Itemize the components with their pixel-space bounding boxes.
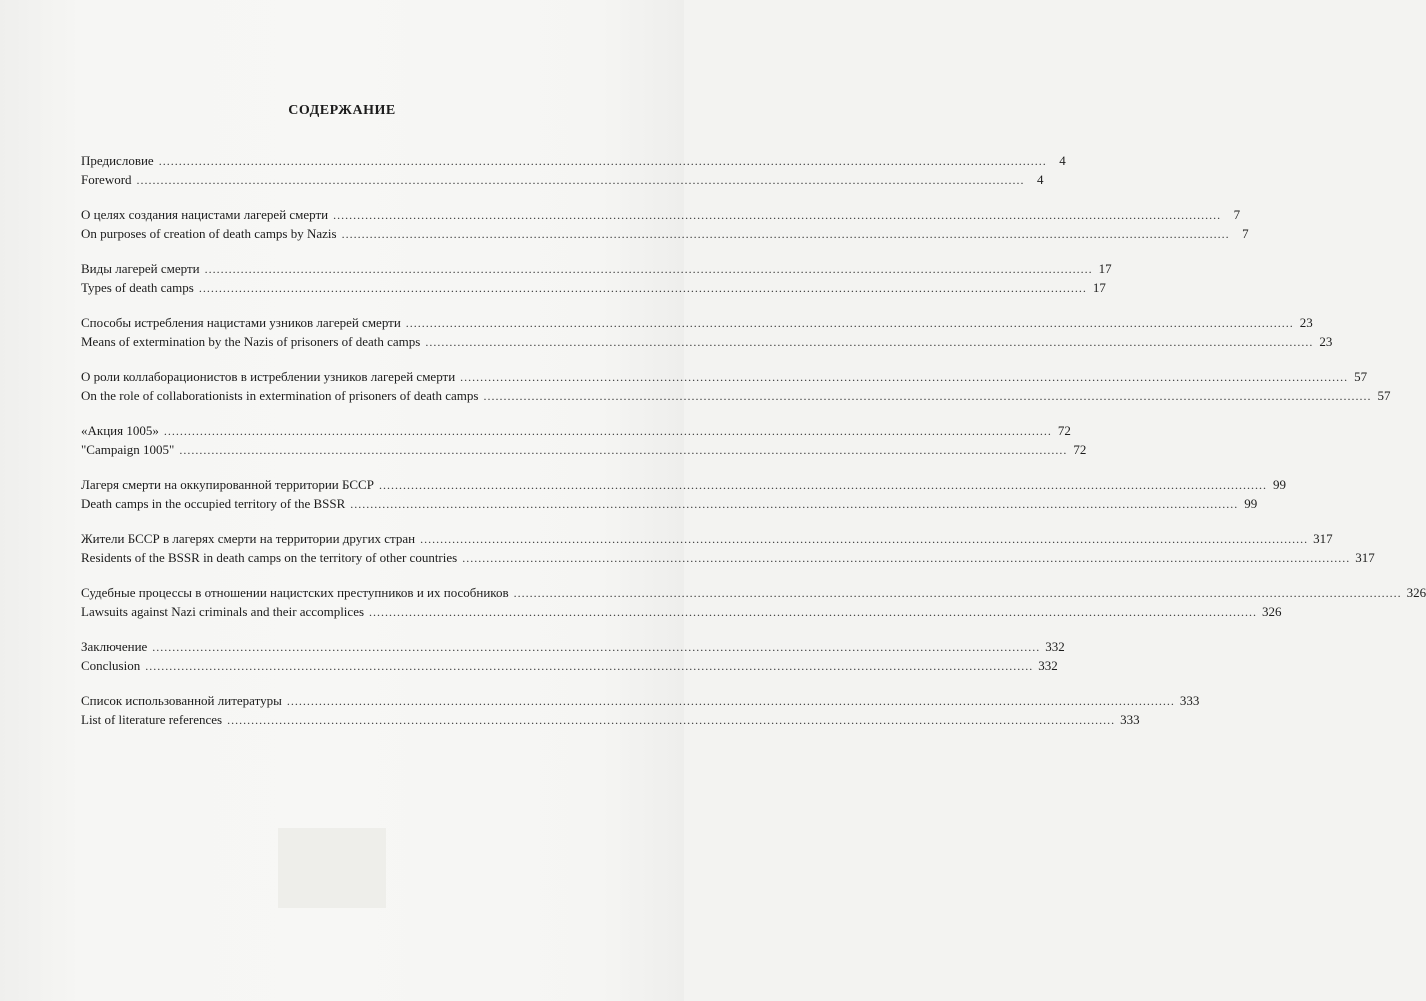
- toc-page-number: 4: [1059, 153, 1066, 168]
- toc-entry-title: Способы истребления нацистами узников лагерей смерти: [81, 315, 401, 330]
- table-of-contents: [81, 152, 1426, 746]
- toc-entry-title: Заключение: [81, 639, 148, 654]
- toc-group: [81, 638, 1065, 675]
- toc-page-number: 317: [1313, 531, 1333, 546]
- toc-entry-title: Список использованной литературы: [81, 693, 282, 708]
- toc-group: [81, 368, 1391, 405]
- toc-page-number: 326: [1262, 603, 1282, 619]
- toc-entry-title: Lawsuits against Nazi criminals and their accomplices: [81, 603, 365, 619]
- toc-entry-title: On purposes of creation of death camps by Nazis: [81, 225, 337, 241]
- toc-group: [81, 584, 1426, 621]
- toc-group: [81, 260, 1112, 297]
- toc-group: [81, 422, 1087, 459]
- toc-entry[interactable]: [81, 387, 1391, 406]
- toc-entry[interactable]: [81, 549, 1375, 568]
- toc-page-number: 326: [1406, 585, 1426, 600]
- toc-entry[interactable]: [81, 152, 1066, 171]
- toc-entry[interactable]: [81, 603, 1282, 622]
- dot-leader: [205, 260, 1093, 279]
- dot-leader: [137, 171, 1025, 190]
- toc-entry-title: Types of death camps: [81, 279, 194, 295]
- toc-entry[interactable]: [81, 711, 1140, 730]
- dot-leader: [227, 711, 1115, 730]
- toc-entry-title: О роли коллаборационистов в истреблении узников лагерей смерти: [81, 369, 456, 384]
- toc-page-number: 7: [1233, 207, 1241, 222]
- toc-page-number: 23: [1299, 315, 1313, 330]
- toc-group: [81, 314, 1333, 351]
- toc-page-number: 7: [1242, 225, 1249, 241]
- toc-entry[interactable]: [81, 225, 1249, 244]
- toc-entry-title: On the role of collaborationists in extermination of prisoners of death camps: [81, 387, 479, 403]
- toc-group: [81, 206, 1249, 243]
- toc-page-number: 99: [1272, 477, 1286, 492]
- toc-page-number: 332: [1038, 657, 1058, 673]
- toc-page-number: 333: [1179, 693, 1200, 708]
- toc-entry[interactable]: [81, 206, 1241, 225]
- dot-leader: [342, 225, 1230, 244]
- toc-entry[interactable]: [81, 692, 1200, 711]
- toc-entry-title: Foreword: [81, 171, 132, 187]
- dot-leader: [379, 476, 1267, 495]
- toc-page-number: 17: [1092, 279, 1106, 295]
- toc-entry-title: Виды лагерей смерти: [81, 261, 200, 276]
- toc-page-number: 333: [1120, 711, 1140, 727]
- toc-group: [81, 530, 1375, 567]
- dot-leader: [152, 638, 1040, 657]
- toc-entry-title: Residents of the BSSR in death camps on the territory of other countries: [81, 549, 458, 565]
- toc-page-number: 72: [1073, 441, 1087, 457]
- toc-entry-title: "Campaign 1005": [81, 441, 175, 457]
- toc-entry[interactable]: [81, 584, 1426, 603]
- toc-entry-title: «Акция 1005»: [81, 423, 159, 438]
- toc-entry[interactable]: [81, 476, 1286, 495]
- toc-page-number: 4: [1037, 171, 1044, 187]
- dot-leader: [333, 206, 1221, 225]
- dot-leader: [369, 603, 1257, 622]
- dot-leader: [159, 152, 1047, 171]
- toc-page-number: 317: [1355, 549, 1375, 565]
- dot-leader: [514, 584, 1402, 603]
- dot-leader: [483, 387, 1371, 406]
- toc-page-number: 57: [1354, 369, 1368, 384]
- toc-group: [81, 476, 1286, 513]
- toc-entry[interactable]: [81, 422, 1071, 441]
- toc-entry[interactable]: [81, 657, 1058, 676]
- dot-leader: [460, 368, 1348, 387]
- toc-page-number: 17: [1098, 261, 1112, 276]
- toc-group: [81, 152, 1066, 189]
- toc-page-number: 332: [1045, 639, 1065, 654]
- toc-entry-title: List of literature references: [81, 711, 223, 727]
- dot-leader: [406, 314, 1294, 333]
- toc-entry-title: Предисловие: [81, 153, 154, 168]
- toc-entry[interactable]: [81, 314, 1313, 333]
- toc-entry[interactable]: [81, 638, 1065, 657]
- toc-entry-title: О целях создания нацистами лагерей смерти: [81, 207, 329, 222]
- toc-page-number: 72: [1057, 423, 1071, 438]
- toc-page-number: 23: [1319, 333, 1333, 349]
- dot-leader: [350, 495, 1238, 514]
- dot-leader: [287, 692, 1175, 711]
- dot-leader: [425, 333, 1313, 352]
- toc-entry[interactable]: [81, 495, 1258, 514]
- dot-leader: [145, 657, 1033, 676]
- dot-leader: [164, 422, 1052, 441]
- toc-entry-title: Death camps in the occupied territory of the BSSR: [81, 495, 346, 511]
- toc-group: [81, 692, 1200, 729]
- toc-entry[interactable]: [81, 260, 1112, 279]
- toc-entry[interactable]: [81, 171, 1044, 190]
- toc-entry[interactable]: [81, 333, 1333, 352]
- dot-leader: [420, 530, 1308, 549]
- dot-leader: [199, 279, 1087, 298]
- dot-leader: [462, 549, 1350, 568]
- toc-entry-title: Судебные процессы в отношении нацистских преступников и их пособников: [81, 585, 509, 600]
- toc-page-number: 99: [1244, 495, 1258, 511]
- toc-entry[interactable]: [81, 530, 1333, 549]
- toc-entry-title: Жители БССР в лагерях смерти на территории других стран: [81, 531, 416, 546]
- toc-entry-title: Means of extermination by the Nazis of prisoners of death camps: [81, 333, 421, 349]
- dot-leader: [179, 441, 1067, 460]
- toc-entry[interactable]: [81, 441, 1087, 460]
- toc-entry-title: Лагеря смерти на оккупированной территории БССР: [81, 477, 374, 492]
- toc-entry[interactable]: [81, 279, 1106, 298]
- page-title: СОДЕРЖАНИЕ: [288, 103, 396, 118]
- toc-entry-title: Conclusion: [81, 657, 141, 673]
- bleed-through-barcode: [278, 828, 386, 908]
- toc-page-number: 57: [1377, 387, 1391, 403]
- toc-entry[interactable]: [81, 368, 1368, 387]
